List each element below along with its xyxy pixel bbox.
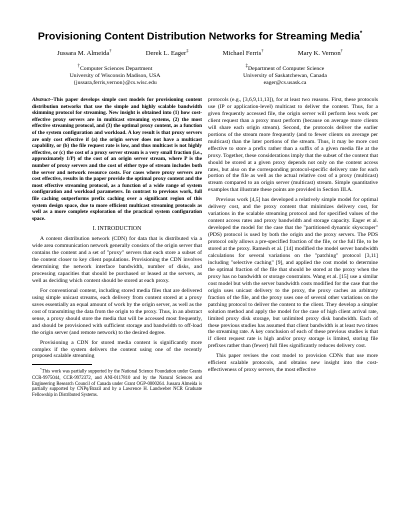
affiliations bbox=[40, 63, 360, 88]
title-text: Provisioning Content Distribution Networks for Streaming Media bbox=[37, 30, 360, 43]
intro-paragraph: A content distribution network (CDN) for data that is distributed via a wide area communication network generally consists of the origin server that contains the content and a set of "proxy" servers that each store a subset of the content closer to key client populations. Provisioning the CDN involves determining the network interface bandwidth, number of disks, and processing capacities that should be purchased or leased at the servers, as well as deciding which content should be stored at each proxy. bbox=[32, 236, 202, 284]
affiliation: †Computer Sciences Department University of Wisconsin Madison, USA {jussara,ferris,vernon}@cs.wisc.edu bbox=[69, 64, 161, 87]
intro-paragraph: Provisioning a CDN for stored media content is significantly more complex if the system delivers the content using one of the recently proposed scalable streaming bbox=[32, 339, 202, 360]
intro-paragraph: For conventional content, including stored media files that are delivered using simple unicast streams, each delivery from content stored at a proxy saves essentially an equal amount of work by the origin server, as well as the cost of transmitting the data from the origin to the proxy. Thus, in an abstract sense, a proxy should store the media that will be accessed most frequently, and should be provisioned with sufficient storage and bandwidth to off-load the origin server (and remote network) to the desired degree. bbox=[32, 287, 202, 336]
left-column bbox=[32, 97, 202, 402]
right-column bbox=[208, 97, 378, 377]
abstract: Abstract--This paper develops simple cost models for provisioning content distribution networks that use the simple and highly scalable bandwidth skimming protocol for streaming. New insight is obtained into (1) how cost-effective proxy servers are in multicast streaming systems, (2) the most effective streaming protocol, and (3) the optimal proxy content, as a function of the system configuration and workload. A key result is that proxy servers are only cost effective if (a) the origin server does not have a multicast capability, or (b) the file request rate is low, and thus multicast is not highly effective, or (c) the cost of a proxy server stream is a very small fraction (i.e., approximately 1/P) of the cost of an origin server stream, where P is the number of proxy servers and the cost of either type of stream includes both the server and network resource costs. For cases where proxy servers are cost effective, results in the paper provide the optimal proxy content and the most effective streaming protocol, as a function of a wide range of system configuration and workload parameters. In contrast to previous work, full file caching outperforms prefix caching over a significant region of this system design space, due to more efficient multicast streaming protocols as well as a more complete exploration of the practical system configuration space. bbox=[32, 97, 202, 222]
footnote: *This work was partially supported by the National Science Foundation under Grants CCR-9975044, CCR-9972372, and ANI-0117810 and by the Natural Sciences and Engineering Research Council of Canada under Grant OGP-0000264. Jussara Almeida is partially supported by CNPq/Brazil and by a Lawrence H. Landweber NCR Graduate Fellowship in Distributed Systems. bbox=[32, 367, 202, 399]
section-heading: I. INTRODUCTION bbox=[92, 226, 142, 233]
title-footnote-mark: * bbox=[359, 31, 363, 37]
author-list bbox=[40, 47, 360, 58]
body-paragraph: This paper revises the cost model to provision CDNs that use more efficient scalable protocols, and obtains new insight into the cost-effectiveness of proxy servers, the most effective bbox=[208, 353, 378, 374]
paper-title bbox=[0, 28, 400, 43]
author: Michael Ferris† bbox=[222, 48, 264, 58]
body-paragraph: Previous work [4,5] has developed a relatively simple model for optimal delivery cost, and the proxy content that minimizes delivery cost, for variations in the scalable streaming protocol and for specified values of the content access rates and proxy bandwidth and storage capacity. Eager et al. developed the model for the case that the "partitioned dynamic skyscraper" (PDS) protocol is used by both the origin and the proxy servers. The PDS protocol only allows a pre-specified fraction of the file, or the full file, to be stored at the proxy. Ramesh et al. [14] modified the model server bandwidth calculations for several variations on the "patching" protocol [3,11] including "selective caching" [9], and applied the cost model to determine the optimal fraction of the file that should be stored at the proxy when the proxy has no bandwidth or storage constraints. Wang et al. [15] use a similar cost model but with the server bandwidth costs modified for the case that the origin uses unicast delivery to the proxy, the proxy caches an arbitrary fraction of the file, and the proxy uses one of several other variations on the patching protocol to deliver the content to the client. They develop a simpler solution method and apply the model for the case of high client arrival rate, limited proxy disk storage, but unlimited proxy disk bandwidth. Each of these previous studies has assumed that client bandwidth is at least two times the streaming rate. A key conclusion of each of these previous studies is that if client request rate is high and/or proxy storage is limited, storing file prefixes rather than (fewer) full files significantly reduces delivery cost. bbox=[208, 197, 378, 350]
body-paragraph: protocols (e.g., [3,6,9,11,13]), for at least two reasons. First, these protocols use (IP or application-level) multicast to deliver the content. Thus, for a given frequently accessed file, the origin server will perform less work per client request than a proxy must perform (because on average more clients will share each origin stream). Second, the protocols deliver the earlier portions of the stream more frequently (and to fewer clients on average per multicast) than the later portions of the stream. Thus, it may be more cost effective to store a prefix rather than a suffix of a given media file at the proxy. Together, these considerations imply that the subset of the content that should be stored at a given proxy depends not only on the content access rates, but also on the corresponding protocol-specific delivery rate for each portion of the file as well as the actual relative cost of a proxy (multicast) stream compared to an origin server (multicast) stream. Simple quantitative examples that illustrate these points are provided in Section III.A. bbox=[208, 97, 378, 194]
author: Mary K. Vernon† bbox=[297, 48, 343, 58]
author: Jussara M. Almeida† bbox=[57, 48, 112, 58]
affiliation: ‡Department of Computer Science University of Saskatchewan, Canada eager@cs.usask.ca bbox=[243, 64, 327, 87]
author: Derek L. Eager‡ bbox=[145, 48, 189, 58]
footnote-divider bbox=[32, 364, 92, 365]
